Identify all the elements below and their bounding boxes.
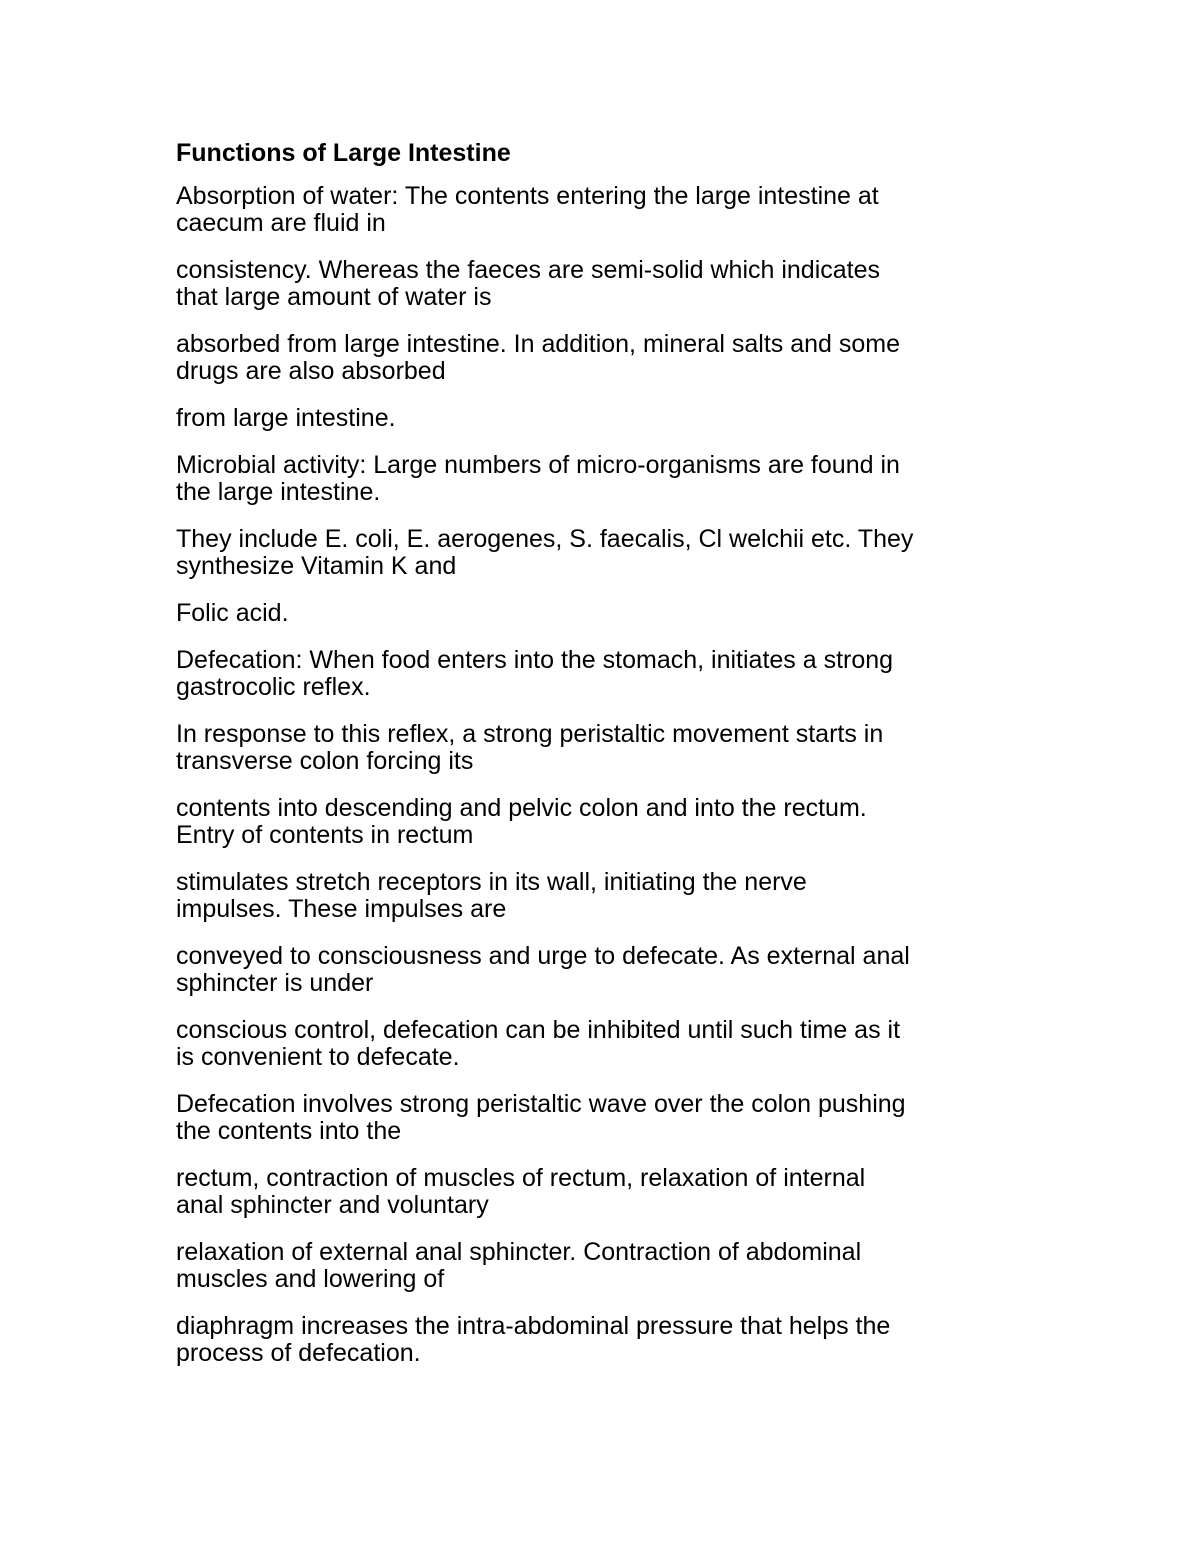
paragraph: diaphragm increases the intra-abdominal pressure that helps the process of defecation. [176,1312,891,1367]
paragraph: Microbial activity: Large numbers of micro-organisms are found in the large intestine. [176,451,900,506]
document-page [176,140,1036,1387]
paragraph: conveyed to consciousness and urge to defecate. As external anal sphincter is under [176,942,910,997]
paragraph: Defecation involves strong peristaltic wave over the colon pushing the contents into the [176,1090,906,1145]
paragraph: conscious control, defecation can be inhibited until such time as it is convenient to defecate. [176,1016,901,1071]
paragraph: stimulates stretch receptors in its wall, initiating the nerve impulses. These impulses are [176,868,807,923]
paragraph: They include E. coli, E. aerogenes, S. faecalis, Cl welchii etc. They synthesize Vitamin K and [176,525,914,580]
paragraph: contents into descending and pelvic colon and into the rectum. Entry of contents in rectum [176,794,867,849]
paragraph: Absorption of water: The contents entering the large intestine at caecum are fluid in [176,182,879,237]
paragraph: Folic acid. [176,599,289,627]
paragraph: from large intestine. [176,404,396,432]
paragraph: In response to this reflex, a strong peristaltic movement starts in transverse colon forcing its [176,720,884,775]
document-title: Functions of Large Intestine [176,139,511,167]
paragraph: consistency. Whereas the faeces are semi-solid which indicates that large amount of water is [176,256,881,311]
paragraph: absorbed from large intestine. In addition, mineral salts and some drugs are also absorbed [176,330,900,385]
paragraph: Defecation: When food enters into the stomach, initiates a strong gastrocolic reflex. [176,646,894,701]
paragraph: relaxation of external anal sphincter. Contraction of abdominal muscles and lowering of [176,1238,862,1293]
paragraph: rectum, contraction of muscles of rectum, relaxation of internal anal sphincter and voluntary [176,1164,866,1219]
